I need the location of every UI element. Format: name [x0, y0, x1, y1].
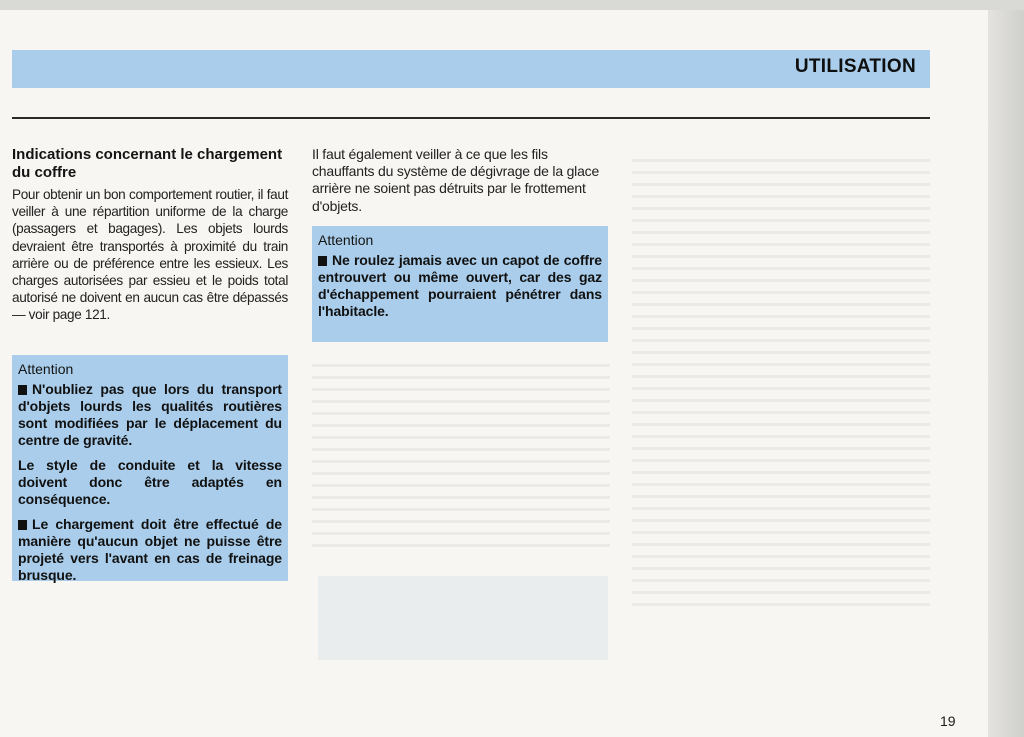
attention-label: Attention — [318, 232, 374, 248]
middle-column — [312, 146, 610, 215]
section-title: UTILISATION — [794, 56, 916, 77]
bullet-square-icon — [18, 520, 27, 530]
left-column — [12, 146, 288, 324]
show-through-text-mid — [312, 355, 610, 555]
loading-instructions-text: Pour obtenir un bon comportement routier, il faut veiller à une répartition uniforme de la charge (passagers et bagages). Les objets lourds devraient être transportés à proximité du train arrière ou de préférence entre les essieux. Les charges autorisées par essieu et le poids total autorisé ne doivent en aucun cas être dépassés — voir page 121. — [12, 187, 288, 323]
page-edge — [988, 10, 1024, 737]
header-band — [12, 50, 930, 88]
attention-box-left — [12, 355, 288, 581]
attention-paragraph: Le chargement doit être effectué de manière qu'aucun objet ne puisse être projeté vers l'avant en cas de freinage brusque. — [18, 516, 282, 583]
attention-paragraph: Le style de conduite et la vitesse doivent donc être adaptés en conséquence. — [18, 457, 282, 507]
manual-page — [0, 10, 988, 737]
attention-box-middle — [312, 226, 608, 342]
bullet-square-icon — [318, 256, 327, 266]
section-heading: Indications concernant le chargement du coffre — [12, 146, 283, 181]
defroster-text: Il faut également veiller à ce que les fils chauffants du système de dégivrage de la glace arrière ne soient pas détruits par le frottement d'objets. — [312, 146, 600, 214]
show-through-box — [318, 576, 608, 660]
show-through-text-right — [632, 150, 930, 610]
bullet-square-icon — [18, 385, 27, 395]
page-number: 19 — [940, 713, 956, 729]
attention-paragraph: N'oubliez pas que lors du transport d'objets lourds les qualités routières sont modifiées par le déplacement du centre de gravité. — [18, 381, 282, 448]
attention-paragraph: Ne roulez jamais avec un capot de coffre entrouvert ou même ouvert, car des gaz d'échappement pourraient pénétrer dans l'habitacle. — [318, 252, 602, 319]
attention-label: Attention — [18, 361, 74, 377]
header-rule — [12, 117, 930, 119]
